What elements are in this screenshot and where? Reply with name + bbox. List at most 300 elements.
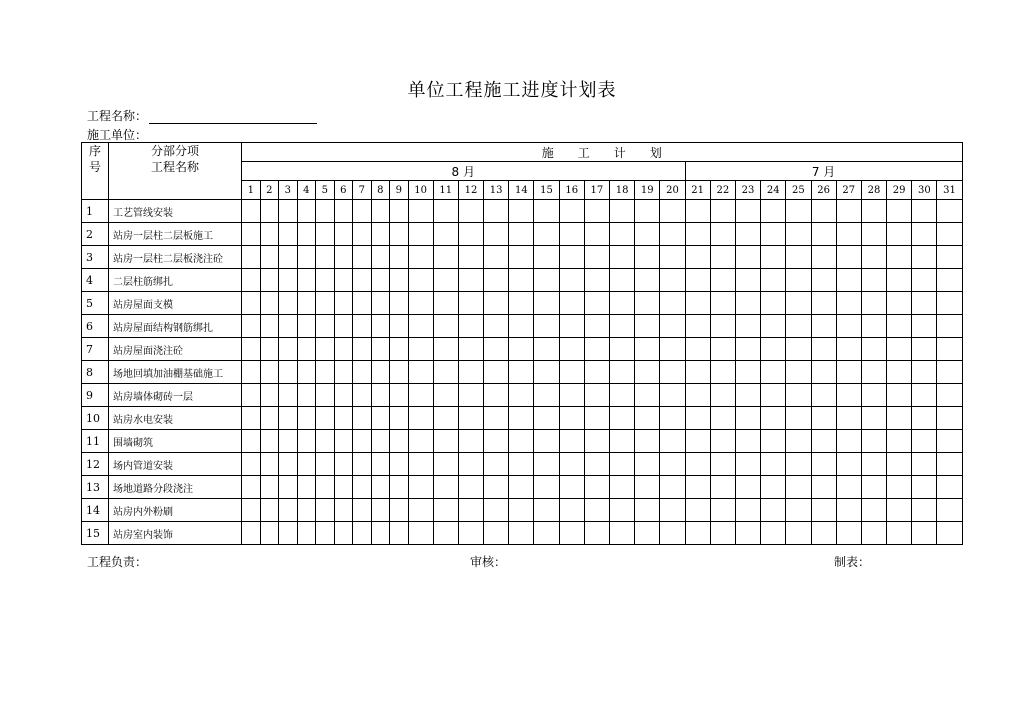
schedule-cell[interactable] (484, 384, 509, 407)
schedule-cell[interactable] (433, 269, 458, 292)
schedule-cell[interactable] (334, 384, 353, 407)
schedule-cell[interactable] (887, 522, 912, 545)
schedule-cell[interactable] (735, 384, 760, 407)
schedule-cell[interactable] (836, 361, 861, 384)
schedule-cell[interactable] (279, 292, 298, 315)
schedule-cell[interactable] (685, 499, 710, 522)
schedule-cell[interactable] (260, 407, 279, 430)
schedule-cell[interactable] (887, 200, 912, 223)
schedule-cell[interactable] (836, 430, 861, 453)
schedule-cell[interactable] (458, 430, 483, 453)
schedule-cell[interactable] (635, 476, 660, 499)
schedule-cell[interactable] (297, 200, 316, 223)
schedule-cell[interactable] (484, 499, 509, 522)
schedule-cell[interactable] (334, 453, 353, 476)
schedule-cell[interactable] (433, 476, 458, 499)
schedule-cell[interactable] (685, 315, 710, 338)
schedule-cell[interactable] (484, 430, 509, 453)
schedule-cell[interactable] (408, 246, 433, 269)
schedule-cell[interactable] (534, 315, 559, 338)
schedule-cell[interactable] (371, 315, 390, 338)
schedule-cell[interactable] (811, 361, 836, 384)
schedule-cell[interactable] (635, 522, 660, 545)
schedule-cell[interactable] (408, 430, 433, 453)
schedule-cell[interactable] (509, 384, 534, 407)
schedule-cell[interactable] (390, 384, 409, 407)
project-name-blank[interactable] (149, 111, 317, 124)
schedule-cell[interactable] (408, 476, 433, 499)
schedule-cell[interactable] (660, 315, 685, 338)
schedule-cell[interactable] (685, 522, 710, 545)
schedule-cell[interactable] (297, 384, 316, 407)
schedule-cell[interactable] (334, 246, 353, 269)
schedule-cell[interactable] (937, 338, 962, 361)
schedule-cell[interactable] (610, 407, 635, 430)
schedule-cell[interactable] (685, 200, 710, 223)
schedule-cell[interactable] (297, 522, 316, 545)
schedule-cell[interactable] (811, 338, 836, 361)
schedule-cell[interactable] (635, 246, 660, 269)
schedule-cell[interactable] (509, 292, 534, 315)
schedule-cell[interactable] (610, 200, 635, 223)
schedule-cell[interactable] (635, 430, 660, 453)
schedule-cell[interactable] (761, 246, 786, 269)
schedule-cell[interactable] (297, 246, 316, 269)
schedule-cell[interactable] (408, 407, 433, 430)
schedule-cell[interactable] (433, 430, 458, 453)
schedule-cell[interactable] (887, 384, 912, 407)
schedule-cell[interactable] (316, 269, 335, 292)
schedule-cell[interactable] (334, 292, 353, 315)
schedule-cell[interactable] (660, 476, 685, 499)
schedule-cell[interactable] (861, 499, 886, 522)
schedule-cell[interactable] (811, 269, 836, 292)
schedule-cell[interactable] (912, 499, 937, 522)
schedule-cell[interactable] (458, 269, 483, 292)
schedule-cell[interactable] (559, 200, 584, 223)
schedule-cell[interactable] (242, 361, 261, 384)
schedule-cell[interactable] (408, 292, 433, 315)
schedule-cell[interactable] (735, 499, 760, 522)
schedule-cell[interactable] (610, 384, 635, 407)
schedule-cell[interactable] (811, 223, 836, 246)
schedule-cell[interactable] (279, 499, 298, 522)
schedule-cell[interactable] (316, 292, 335, 315)
schedule-cell[interactable] (584, 223, 609, 246)
schedule-cell[interactable] (887, 269, 912, 292)
schedule-cell[interactable] (761, 384, 786, 407)
schedule-cell[interactable] (811, 476, 836, 499)
schedule-cell[interactable] (458, 200, 483, 223)
schedule-cell[interactable] (353, 269, 372, 292)
schedule-cell[interactable] (610, 315, 635, 338)
schedule-cell[interactable] (484, 292, 509, 315)
schedule-cell[interactable] (242, 338, 261, 361)
schedule-cell[interactable] (861, 315, 886, 338)
schedule-cell[interactable] (433, 407, 458, 430)
schedule-cell[interactable] (811, 292, 836, 315)
schedule-cell[interactable] (786, 499, 811, 522)
schedule-cell[interactable] (534, 453, 559, 476)
schedule-cell[interactable] (710, 384, 735, 407)
schedule-cell[interactable] (279, 223, 298, 246)
schedule-cell[interactable] (735, 315, 760, 338)
schedule-cell[interactable] (390, 430, 409, 453)
schedule-cell[interactable] (408, 315, 433, 338)
schedule-cell[interactable] (735, 292, 760, 315)
schedule-cell[interactable] (279, 384, 298, 407)
schedule-cell[interactable] (242, 315, 261, 338)
schedule-cell[interactable] (937, 430, 962, 453)
schedule-cell[interactable] (260, 338, 279, 361)
schedule-cell[interactable] (334, 361, 353, 384)
schedule-cell[interactable] (458, 499, 483, 522)
schedule-cell[interactable] (297, 223, 316, 246)
schedule-cell[interactable] (242, 499, 261, 522)
schedule-cell[interactable] (912, 269, 937, 292)
schedule-cell[interactable] (242, 269, 261, 292)
schedule-cell[interactable] (811, 200, 836, 223)
schedule-cell[interactable] (534, 476, 559, 499)
schedule-cell[interactable] (635, 384, 660, 407)
schedule-cell[interactable] (297, 499, 316, 522)
schedule-cell[interactable] (371, 453, 390, 476)
schedule-cell[interactable] (390, 338, 409, 361)
schedule-cell[interactable] (710, 269, 735, 292)
schedule-cell[interactable] (786, 269, 811, 292)
schedule-cell[interactable] (408, 269, 433, 292)
schedule-cell[interactable] (786, 338, 811, 361)
schedule-cell[interactable] (836, 499, 861, 522)
schedule-cell[interactable] (861, 453, 886, 476)
schedule-cell[interactable] (786, 200, 811, 223)
schedule-cell[interactable] (937, 200, 962, 223)
schedule-cell[interactable] (484, 246, 509, 269)
schedule-cell[interactable] (937, 315, 962, 338)
schedule-cell[interactable] (279, 338, 298, 361)
schedule-cell[interactable] (390, 453, 409, 476)
schedule-cell[interactable] (353, 453, 372, 476)
schedule-cell[interactable] (433, 384, 458, 407)
schedule-cell[interactable] (761, 269, 786, 292)
schedule-cell[interactable] (861, 338, 886, 361)
schedule-cell[interactable] (660, 361, 685, 384)
schedule-cell[interactable] (887, 407, 912, 430)
schedule-cell[interactable] (836, 246, 861, 269)
schedule-cell[interactable] (861, 269, 886, 292)
schedule-cell[interactable] (685, 361, 710, 384)
schedule-cell[interactable] (811, 407, 836, 430)
schedule-cell[interactable] (353, 430, 372, 453)
schedule-cell[interactable] (887, 292, 912, 315)
schedule-cell[interactable] (584, 315, 609, 338)
schedule-cell[interactable] (559, 522, 584, 545)
schedule-cell[interactable] (316, 338, 335, 361)
schedule-cell[interactable] (710, 522, 735, 545)
schedule-cell[interactable] (433, 223, 458, 246)
schedule-cell[interactable] (811, 430, 836, 453)
schedule-cell[interactable] (610, 338, 635, 361)
schedule-cell[interactable] (610, 453, 635, 476)
schedule-cell[interactable] (836, 476, 861, 499)
schedule-cell[interactable] (390, 476, 409, 499)
schedule-cell[interactable] (316, 453, 335, 476)
schedule-cell[interactable] (685, 384, 710, 407)
schedule-cell[interactable] (260, 499, 279, 522)
schedule-cell[interactable] (371, 430, 390, 453)
schedule-cell[interactable] (260, 384, 279, 407)
schedule-cell[interactable] (433, 315, 458, 338)
schedule-cell[interactable] (761, 430, 786, 453)
schedule-cell[interactable] (584, 453, 609, 476)
schedule-cell[interactable] (836, 407, 861, 430)
schedule-cell[interactable] (635, 292, 660, 315)
schedule-cell[interactable] (761, 292, 786, 315)
schedule-cell[interactable] (408, 499, 433, 522)
schedule-cell[interactable] (610, 223, 635, 246)
schedule-cell[interactable] (260, 476, 279, 499)
schedule-cell[interactable] (279, 522, 298, 545)
schedule-cell[interactable] (242, 246, 261, 269)
schedule-cell[interactable] (509, 315, 534, 338)
schedule-cell[interactable] (316, 476, 335, 499)
schedule-cell[interactable] (786, 246, 811, 269)
schedule-cell[interactable] (584, 200, 609, 223)
schedule-cell[interactable] (635, 361, 660, 384)
schedule-cell[interactable] (887, 315, 912, 338)
schedule-cell[interactable] (635, 407, 660, 430)
schedule-cell[interactable] (260, 315, 279, 338)
schedule-cell[interactable] (811, 499, 836, 522)
schedule-cell[interactable] (279, 269, 298, 292)
schedule-cell[interactable] (912, 315, 937, 338)
schedule-cell[interactable] (458, 453, 483, 476)
schedule-cell[interactable] (786, 223, 811, 246)
schedule-cell[interactable] (861, 292, 886, 315)
schedule-cell[interactable] (260, 246, 279, 269)
schedule-cell[interactable] (912, 361, 937, 384)
schedule-cell[interactable] (260, 223, 279, 246)
schedule-cell[interactable] (836, 200, 861, 223)
schedule-cell[interactable] (458, 292, 483, 315)
schedule-cell[interactable] (761, 315, 786, 338)
schedule-cell[interactable] (534, 430, 559, 453)
schedule-cell[interactable] (509, 269, 534, 292)
schedule-cell[interactable] (260, 361, 279, 384)
schedule-cell[interactable] (559, 292, 584, 315)
schedule-cell[interactable] (887, 223, 912, 246)
schedule-cell[interactable] (660, 430, 685, 453)
schedule-cell[interactable] (761, 223, 786, 246)
schedule-cell[interactable] (584, 522, 609, 545)
schedule-cell[interactable] (912, 338, 937, 361)
schedule-cell[interactable] (534, 223, 559, 246)
schedule-cell[interactable] (660, 246, 685, 269)
schedule-cell[interactable] (786, 430, 811, 453)
schedule-cell[interactable] (458, 223, 483, 246)
schedule-cell[interactable] (484, 407, 509, 430)
schedule-cell[interactable] (761, 338, 786, 361)
schedule-cell[interactable] (509, 522, 534, 545)
schedule-cell[interactable] (559, 246, 584, 269)
schedule-cell[interactable] (371, 246, 390, 269)
schedule-cell[interactable] (887, 476, 912, 499)
schedule-cell[interactable] (735, 361, 760, 384)
schedule-cell[interactable] (509, 200, 534, 223)
schedule-cell[interactable] (912, 384, 937, 407)
schedule-cell[interactable] (390, 315, 409, 338)
schedule-cell[interactable] (334, 223, 353, 246)
schedule-cell[interactable] (559, 430, 584, 453)
schedule-cell[interactable] (458, 246, 483, 269)
schedule-cell[interactable] (353, 407, 372, 430)
schedule-cell[interactable] (559, 223, 584, 246)
schedule-cell[interactable] (484, 223, 509, 246)
schedule-cell[interactable] (509, 361, 534, 384)
schedule-cell[interactable] (353, 522, 372, 545)
schedule-cell[interactable] (509, 430, 534, 453)
schedule-cell[interactable] (912, 246, 937, 269)
schedule-cell[interactable] (710, 338, 735, 361)
schedule-cell[interactable] (710, 430, 735, 453)
schedule-cell[interactable] (458, 384, 483, 407)
schedule-cell[interactable] (242, 223, 261, 246)
schedule-cell[interactable] (433, 246, 458, 269)
schedule-cell[interactable] (937, 269, 962, 292)
schedule-cell[interactable] (836, 338, 861, 361)
schedule-cell[interactable] (660, 522, 685, 545)
schedule-cell[interactable] (433, 292, 458, 315)
schedule-cell[interactable] (242, 430, 261, 453)
schedule-cell[interactable] (559, 476, 584, 499)
schedule-cell[interactable] (390, 522, 409, 545)
schedule-cell[interactable] (685, 223, 710, 246)
schedule-cell[interactable] (484, 361, 509, 384)
schedule-cell[interactable] (242, 384, 261, 407)
schedule-cell[interactable] (371, 384, 390, 407)
schedule-cell[interactable] (279, 407, 298, 430)
schedule-cell[interactable] (334, 269, 353, 292)
schedule-cell[interactable] (786, 292, 811, 315)
schedule-cell[interactable] (279, 361, 298, 384)
schedule-cell[interactable] (635, 200, 660, 223)
schedule-cell[interactable] (334, 522, 353, 545)
schedule-cell[interactable] (242, 292, 261, 315)
schedule-cell[interactable] (861, 200, 886, 223)
schedule-cell[interactable] (559, 407, 584, 430)
schedule-cell[interactable] (887, 338, 912, 361)
schedule-cell[interactable] (534, 384, 559, 407)
schedule-cell[interactable] (660, 407, 685, 430)
schedule-cell[interactable] (297, 338, 316, 361)
schedule-cell[interactable] (316, 499, 335, 522)
schedule-cell[interactable] (710, 476, 735, 499)
schedule-cell[interactable] (353, 361, 372, 384)
schedule-cell[interactable] (433, 453, 458, 476)
schedule-cell[interactable] (786, 453, 811, 476)
schedule-cell[interactable] (534, 200, 559, 223)
schedule-cell[interactable] (761, 200, 786, 223)
schedule-cell[interactable] (735, 246, 760, 269)
schedule-cell[interactable] (433, 499, 458, 522)
schedule-cell[interactable] (484, 476, 509, 499)
schedule-cell[interactable] (334, 338, 353, 361)
schedule-cell[interactable] (811, 246, 836, 269)
schedule-cell[interactable] (297, 269, 316, 292)
schedule-cell[interactable] (408, 522, 433, 545)
schedule-cell[interactable] (660, 338, 685, 361)
schedule-cell[interactable] (297, 453, 316, 476)
schedule-cell[interactable] (334, 407, 353, 430)
schedule-cell[interactable] (509, 476, 534, 499)
schedule-cell[interactable] (316, 407, 335, 430)
schedule-cell[interactable] (316, 430, 335, 453)
schedule-cell[interactable] (685, 292, 710, 315)
schedule-cell[interactable] (710, 292, 735, 315)
schedule-cell[interactable] (584, 361, 609, 384)
schedule-cell[interactable] (484, 200, 509, 223)
schedule-cell[interactable] (433, 522, 458, 545)
schedule-cell[interactable] (761, 361, 786, 384)
schedule-cell[interactable] (297, 361, 316, 384)
schedule-cell[interactable] (735, 407, 760, 430)
schedule-cell[interactable] (371, 522, 390, 545)
schedule-cell[interactable] (836, 223, 861, 246)
schedule-cell[interactable] (390, 223, 409, 246)
schedule-cell[interactable] (887, 430, 912, 453)
schedule-cell[interactable] (242, 407, 261, 430)
schedule-cell[interactable] (584, 476, 609, 499)
schedule-cell[interactable] (861, 430, 886, 453)
schedule-cell[interactable] (484, 269, 509, 292)
schedule-cell[interactable] (297, 407, 316, 430)
schedule-cell[interactable] (635, 315, 660, 338)
schedule-cell[interactable] (458, 522, 483, 545)
schedule-cell[interactable] (685, 407, 710, 430)
schedule-cell[interactable] (710, 407, 735, 430)
schedule-cell[interactable] (279, 453, 298, 476)
schedule-cell[interactable] (279, 476, 298, 499)
schedule-cell[interactable] (408, 338, 433, 361)
schedule-cell[interactable] (861, 476, 886, 499)
schedule-cell[interactable] (912, 200, 937, 223)
schedule-cell[interactable] (610, 499, 635, 522)
schedule-cell[interactable] (836, 269, 861, 292)
schedule-cell[interactable] (316, 361, 335, 384)
schedule-cell[interactable] (861, 223, 886, 246)
schedule-cell[interactable] (584, 407, 609, 430)
schedule-cell[interactable] (371, 407, 390, 430)
schedule-cell[interactable] (458, 476, 483, 499)
schedule-cell[interactable] (534, 522, 559, 545)
schedule-cell[interactable] (912, 430, 937, 453)
schedule-cell[interactable] (433, 200, 458, 223)
schedule-cell[interactable] (509, 453, 534, 476)
schedule-cell[interactable] (509, 407, 534, 430)
schedule-cell[interactable] (937, 453, 962, 476)
schedule-cell[interactable] (316, 522, 335, 545)
schedule-cell[interactable] (260, 522, 279, 545)
schedule-cell[interactable] (260, 292, 279, 315)
schedule-cell[interactable] (584, 499, 609, 522)
schedule-cell[interactable] (635, 223, 660, 246)
schedule-cell[interactable] (635, 338, 660, 361)
schedule-cell[interactable] (353, 384, 372, 407)
schedule-cell[interactable] (836, 384, 861, 407)
schedule-cell[interactable] (735, 338, 760, 361)
schedule-cell[interactable] (660, 384, 685, 407)
schedule-cell[interactable] (408, 384, 433, 407)
